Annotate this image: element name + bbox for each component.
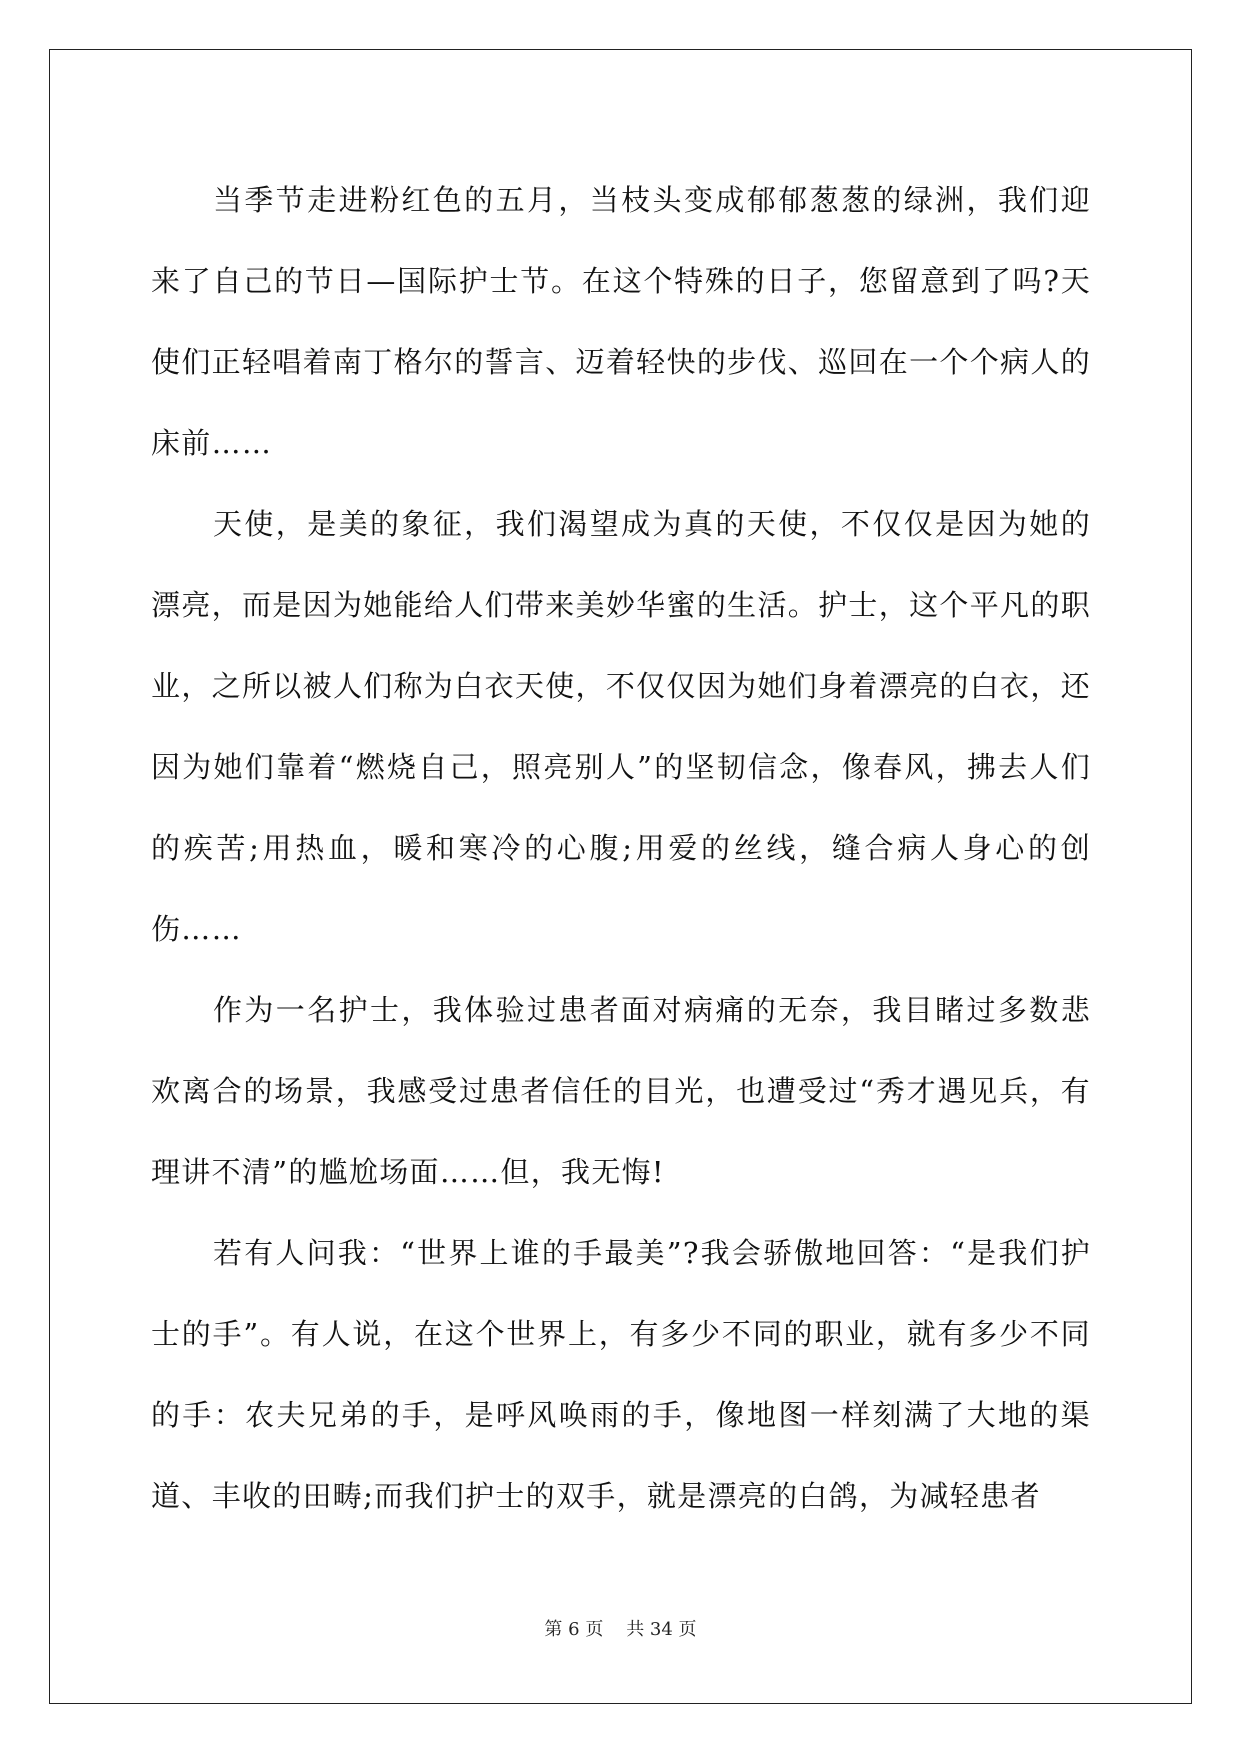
document-body [151,160,1091,1537]
paragraph: 当季节走进粉红色的五月，当枝头变成郁郁葱葱的绿洲，我们迎来了自己的节日—国际护士节。在这个特殊的日子，您留意到了吗?天使们正轻唱着南丁格尔的誓言、迈着轻快的步伐、巡回在一个个病人的床前…… [151,183,1091,460]
paragraph: 作为一名护士，我体验过患者面对病痛的无奈，我目睹过多数悲欢离合的场景，我感受过患者信任的目光，也遭受过“秀才遇见兵，有理讲不清”的尴尬场面……但，我无悔! [151,993,1091,1189]
paragraph: 若有人问我：“世界上谁的手最美”?我会骄傲地回答：“是我们护士的手”。有人说，在这个世界上，有多少不同的职业，就有多少不同的手：农夫兄弟的手，是呼风唤雨的手，像地图一样刻满了大地的渠道、丰收的田畴;而我们护士的双手，就是漂亮的白鸽，为减轻患者 [151,1236,1091,1513]
page-number: 第 6 页 共 34 页 [544,1619,697,1640]
paragraph: 天使，是美的象征，我们渴望成为真的天使，不仅仅是因为她的漂亮，而是因为她能给人们带来美妙华蜜的生活。护士，这个平凡的职业，之所以被人们称为白衣天使，不仅仅因为她们身着漂亮的白衣，还因为她们靠着“燃烧自己，照亮别人”的坚韧信念，像春风，拂去人们的疾苦;用热血，暖和寒冷的心腹;用爱的丝线，缝合病人身心的创伤…… [151,507,1091,946]
page-footer [0,1615,1241,1641]
